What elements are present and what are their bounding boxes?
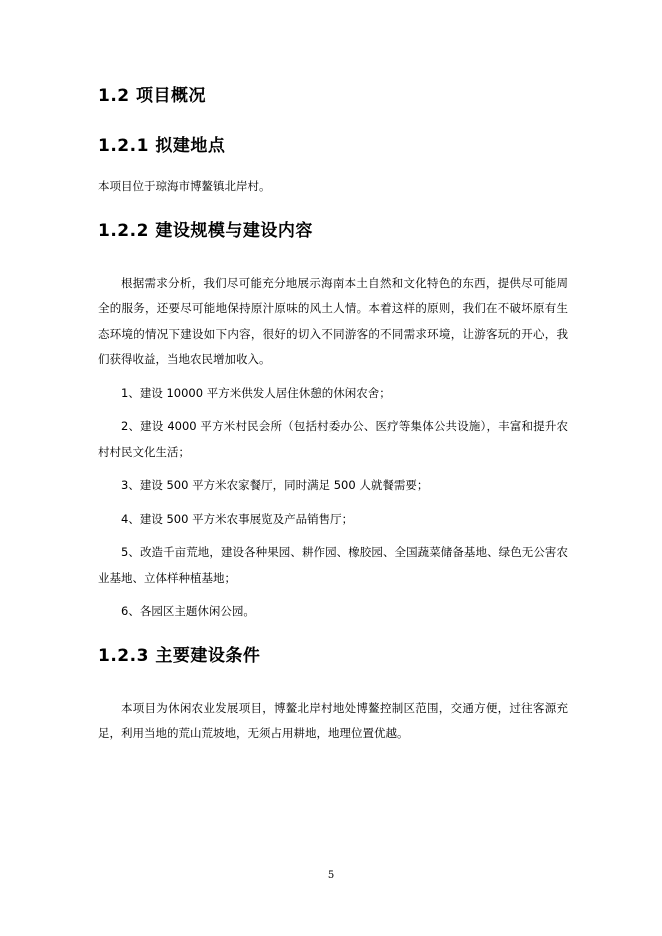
page-content — [98, 84, 568, 747]
list-item: 1、建设 10000 平方米供发人居住休憩的休闲农舍； — [121, 385, 391, 400]
site-heading: 1.2.1 拟建地点 — [98, 136, 226, 156]
site-paragraph: 本项目位于琼海市博鳌镇北岸村。 — [98, 179, 271, 193]
scale-heading: 1.2.2 建设规模与建设内容 — [98, 220, 313, 241]
list-item: 5、改造千亩荒地，建设各种果园、耕作园、橡胶园、全国蔬菜储备基地、绿色无公害农业基地、立体样种植基地； — [98, 545, 568, 585]
list-item: 3、建设 500 平方米农家餐厅，同时满足 500 人就餐需要； — [121, 478, 429, 492]
conditions-paragraph: 本项目为休闲农业发展项目，博鳌北岸村地处博鳌控制区范围，交通方便，过往客源充足，利用当地的荒山荒坡地，无须占用耕地，地理位置优越。 — [98, 700, 568, 740]
list-item: 2、建设 4000 平方米村民会所（包括村委办公、医疗等集体公共设施），丰富和提升农村村民文化生活； — [98, 419, 568, 459]
list-item: 4、建设 500 平方米农事展览及产品销售厅； — [121, 511, 354, 526]
conditions-heading: 1.2.3 主要建设条件 — [98, 645, 261, 666]
scale-intro-paragraph: 根据需求分析，我们尽可能充分地展示海南本土自然和文化特色的东西，提供尽可能周全的服务，还要尽可能地保持原汁原味的风土人情。本着这样的原则，我们在不破坏原有生态环境的情况下建设如下内容，很好的切入不同游客的不同需求环境，让游客玩的开心，我们获得收益，当地农民增加收入。 — [98, 275, 568, 366]
list-item: 6、各园区主题休闲公园。 — [121, 604, 255, 618]
section-title: 1.2 项目概况 — [98, 86, 207, 106]
page-number: 5 — [327, 870, 335, 881]
